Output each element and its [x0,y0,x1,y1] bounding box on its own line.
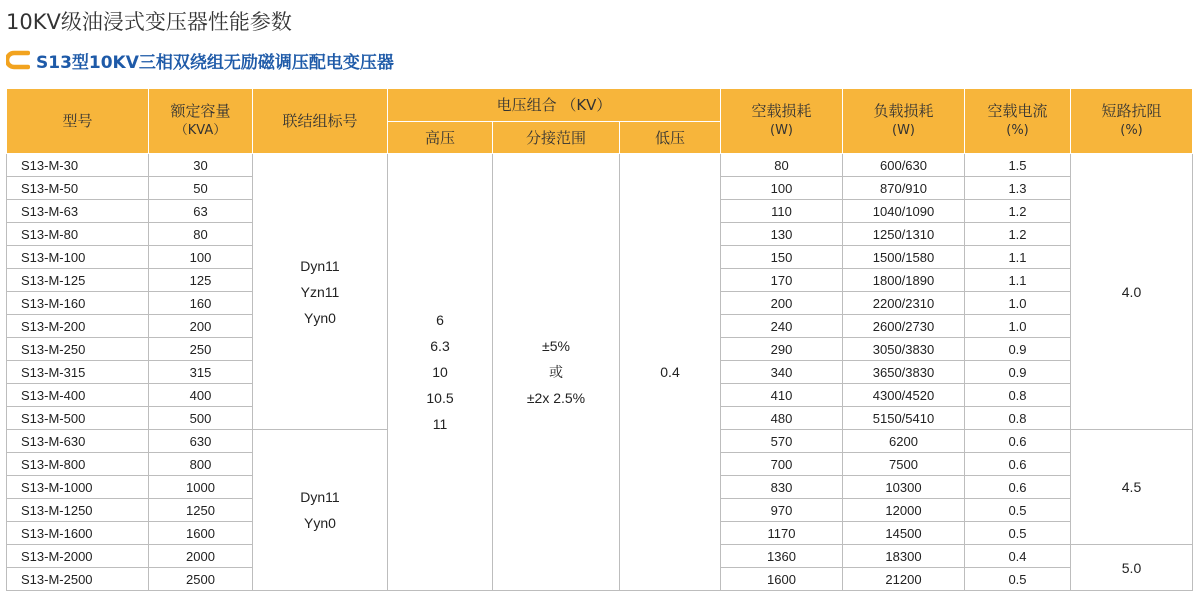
cell-capacity: 800 [149,453,253,476]
cell-capacity: 1250 [149,499,253,522]
cell-noload-loss: 1170 [721,522,843,545]
cell-load-loss: 14500 [843,522,965,545]
cell-load-loss: 2600/2730 [843,315,965,338]
cell-hv-line: 6.3 [430,338,450,354]
cell-capacity: 125 [149,269,253,292]
cell-load-loss: 1250/1310 [843,223,965,246]
cell-model: S13-M-800 [7,453,149,476]
cell-load-loss: 870/910 [843,177,965,200]
header-noload-current-unit: (%) [1006,123,1029,138]
cell-model: S13-M-315 [7,361,149,384]
section-subtitle [6,47,394,73]
cell-load-loss: 4300/4520 [843,384,965,407]
header-capacity [149,89,253,154]
subtitle-text: S13型10KV三相双绕组无励磁调压配电变压器 [36,52,394,73]
cell-capacity: 630 [149,430,253,453]
cell-noload-current: 1.1 [965,269,1071,292]
cell-noload-current: 0.9 [965,361,1071,384]
cell-noload-current: 1.0 [965,292,1071,315]
cell-load-loss: 7500 [843,453,965,476]
cell-group-2-line: Dyn11 [300,489,340,505]
cell-hv [388,154,493,591]
cell-group-1-line: Yyn0 [304,309,336,326]
cell-capacity: 30 [149,154,253,177]
cell-noload-current: 1.0 [965,315,1071,338]
cell-model: S13-M-250 [7,338,149,361]
cell-noload-loss: 100 [721,177,843,200]
cell-noload-current: 0.4 [965,545,1071,568]
cell-noload-current: 0.8 [965,407,1071,430]
cell-noload-current: 0.5 [965,522,1071,545]
cell-noload-loss: 570 [721,430,843,453]
cell-capacity: 315 [149,361,253,384]
cell-model: S13-M-80 [7,223,149,246]
cell-noload-loss: 1360 [721,545,843,568]
cell-group-2 [253,430,388,591]
cell-load-loss: 10300 [843,476,965,499]
header-noload-loss [721,89,843,154]
cell-load-loss: 12000 [843,499,965,522]
cell-impedance-1: 4.0 [1071,154,1193,430]
cell-noload-current: 0.5 [965,499,1071,522]
cell-capacity: 2000 [149,545,253,568]
cell-hv-line: 10 [432,364,448,380]
cell-load-loss: 1500/1580 [843,246,965,269]
cell-load-loss: 1800/1890 [843,269,965,292]
cell-noload-current: 0.8 [965,384,1071,407]
cell-model: S13-M-1600 [7,522,149,545]
cell-capacity: 200 [149,315,253,338]
cell-group-2-line: Yyn0 [304,515,336,531]
cell-noload-loss: 240 [721,315,843,338]
header-noload-loss-label: 空载损耗 [751,102,812,120]
cell-hv-line: 10.5 [426,390,454,406]
header-impedance-label: 短路抗阻 [1101,102,1162,120]
cell-model: S13-M-2500 [7,568,149,591]
cell-load-loss: 21200 [843,568,965,591]
cell-impedance-2: 4.5 [1071,430,1193,545]
cell-model: S13-M-2000 [7,545,149,568]
cell-noload-current: 0.6 [965,430,1071,453]
header-noload-loss-unit: (W) [770,123,793,138]
cell-lv: 0.4 [620,154,721,591]
cell-load-loss: 600/630 [843,154,965,177]
cell-noload-current: 1.3 [965,177,1071,200]
cell-model: S13-M-400 [7,384,149,407]
cell-capacity: 250 [149,338,253,361]
cell-load-loss: 3050/3830 [843,338,965,361]
cell-model: S13-M-50 [7,177,149,200]
cell-noload-loss: 130 [721,223,843,246]
spec-table-body [7,154,1193,591]
cell-noload-loss: 970 [721,499,843,522]
page-title: 10KV级油浸式变压器性能参数 [6,10,292,34]
cell-load-loss: 18300 [843,545,965,568]
cell-noload-loss: 80 [721,154,843,177]
cell-capacity: 2500 [149,568,253,591]
cell-tap-line: 或 [549,364,563,380]
header-voltage: 电压组合 （KV） [388,89,721,122]
cell-model: S13-M-160 [7,292,149,315]
cell-model: S13-M-30 [7,154,149,177]
cell-load-loss: 6200 [843,430,965,453]
header-impedance [1071,89,1193,154]
cell-load-loss: 5150/5410 [843,407,965,430]
header-load-loss [843,89,965,154]
cell-noload-current: 1.2 [965,200,1071,223]
cell-tap-line: ±5% [542,338,570,354]
spec-table [6,88,1193,591]
cell-noload-loss: 1600 [721,568,843,591]
cell-model: S13-M-125 [7,269,149,292]
cell-noload-loss: 170 [721,269,843,292]
header-tap: 分接范围 [493,122,620,154]
header-impedance-unit: (%) [1120,123,1143,138]
header-noload-current [965,89,1071,154]
header-group: 联结组标号 [253,89,388,154]
cell-noload-loss: 480 [721,407,843,430]
cell-noload-current: 0.6 [965,453,1071,476]
header-noload-current-label: 空载电流 [987,102,1048,120]
header-capacity-label: 额定容量 [170,102,231,120]
header-lv: 低压 [620,122,721,154]
cell-model: S13-M-630 [7,430,149,453]
c-bracket-icon [6,50,30,70]
cell-noload-current: 1.5 [965,154,1071,177]
cell-model: S13-M-200 [7,315,149,338]
cell-capacity: 63 [149,200,253,223]
cell-impedance-3: 5.0 [1071,545,1193,591]
header-model: 型号 [7,89,149,154]
cell-capacity: 1000 [149,476,253,499]
cell-noload-current: 0.5 [965,568,1071,591]
cell-noload-current: 0.9 [965,338,1071,361]
cell-capacity: 50 [149,177,253,200]
cell-capacity: 500 [149,407,253,430]
cell-group-1-line: Yzn11 [300,283,340,300]
cell-group-1-line: Dyn11 [300,257,340,274]
cell-capacity: 100 [149,246,253,269]
cell-noload-loss: 340 [721,361,843,384]
cell-noload-loss: 110 [721,200,843,223]
cell-noload-loss: 290 [721,338,843,361]
header-hv: 高压 [388,122,493,154]
cell-tap-line: ±2x 2.5% [526,390,586,406]
cell-noload-loss: 200 [721,292,843,315]
cell-capacity: 80 [149,223,253,246]
cell-model: S13-M-1000 [7,476,149,499]
cell-capacity: 1600 [149,522,253,545]
cell-noload-loss: 700 [721,453,843,476]
cell-model: S13-M-500 [7,407,149,430]
cell-capacity: 400 [149,384,253,407]
cell-load-loss: 3650/3830 [843,361,965,384]
header-capacity-unit: （KVA） [174,123,227,138]
cell-load-loss: 1040/1090 [843,200,965,223]
cell-group-1 [253,154,388,430]
cell-hv-line: 11 [432,416,448,432]
cell-noload-current: 1.2 [965,223,1071,246]
cell-noload-current: 1.1 [965,246,1071,269]
cell-hv-line: 6 [436,312,444,328]
cell-tap [493,154,620,591]
cell-noload-loss: 410 [721,384,843,407]
cell-model: S13-M-1250 [7,499,149,522]
cell-noload-current: 0.6 [965,476,1071,499]
cell-noload-loss: 830 [721,476,843,499]
table-row [7,154,1193,177]
cell-load-loss: 2200/2310 [843,292,965,315]
cell-noload-loss: 150 [721,246,843,269]
cell-model: S13-M-63 [7,200,149,223]
cell-capacity: 160 [149,292,253,315]
cell-model: S13-M-100 [7,246,149,269]
header-load-loss-unit: (W) [892,123,915,138]
header-load-loss-label: 负载损耗 [873,102,934,120]
